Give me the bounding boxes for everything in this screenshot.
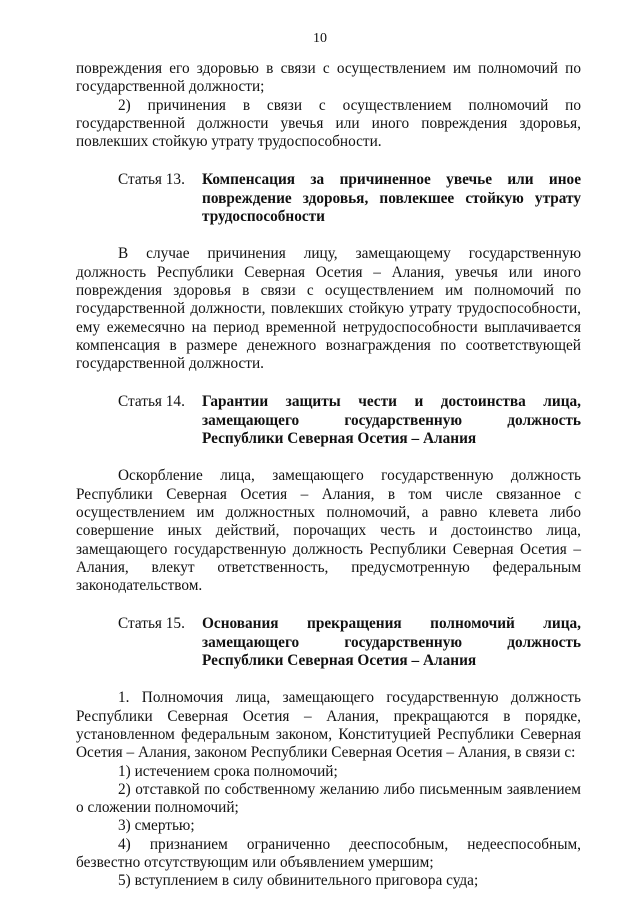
list-item: 5) вступлением в силу обвинительного приговора суда; (118, 872, 479, 890)
article-15-heading (118, 615, 581, 670)
article-14-text: Оскорбление лица, замещающего государственную должность Республики Северная Осетия – Алания, в том числе связанное с осуществлением им должностных полномочий, а равно клевета либо совершение иных действий, порочащих честь и достоинство лица, замещающего государственную должность Республики Северная Осетия – Алания, влекут ответственность, предусмотренную федеральным законодательством. (76, 467, 581, 595)
list-item: 2) отставкой по собственному желанию либо письменным заявлением о сложении полномочий; (76, 780, 581, 817)
page-number: 10 (313, 31, 327, 46)
article-15-title: Основания прекращения полномочий лица, замещающего государственную должность Республики Северная Осетия – Алания (202, 615, 581, 670)
document-body (76, 60, 581, 891)
article-13-label: Статья 13. (118, 171, 185, 189)
article-15-label: Статья 15. (118, 615, 185, 633)
article-14-heading (118, 393, 581, 448)
list-item: 3) смертью; (118, 817, 195, 835)
article-13-title: Компенсация за причиненное увечье или иное повреждение здоровья, повлекшее стойкую утрату трудоспособности (202, 171, 581, 226)
paragraph-intro-item-2: 2) причинения в связи с осуществлением полномочий по государственной должности увечья или иного повреждения здоровья, повлекших стойкую утрату трудоспособности. (76, 96, 581, 151)
article-14-label: Статья 14. (118, 393, 185, 411)
article-13-heading (118, 171, 581, 226)
article-15-text: 1. Полномочия лица, замещающего государственную должность Республики Северная Осетия – Алания, прекращаются в порядке, установленном федеральным законом, Конституцией Республики Северная Осетия – Алания, законом Республики Северная Осетия – Алания, в связи с: (76, 689, 581, 762)
article-13-text: В случае причинения лицу, замещающему государственную должность Республики Северная Осетия – Алания, увечья или иного повреждения здоровья в связи с осуществлением им полномочий по государственной должности, повлекших стойкую утрату трудоспособности, ему ежемесячно на период временной нетрудоспособности выплачивается компенсация в размере денежного вознаграждения по соответствующей государственной должности. (76, 245, 581, 373)
paragraph-intro-continued: повреждения его здоровью в связи с осуществлением им полномочий по государственной должности; (76, 60, 581, 96)
list-item: 1) истечением срока полномочий; (118, 762, 338, 780)
article-14-title: Гарантии защиты чести и достоинства лица, замещающего государственную должность Республики Северная Осетия – Алания (202, 393, 581, 448)
list-item: 4) признанием ограниченно дееспособным, недееспособным, безвестно отсутствующим или объявлением умершим; (76, 835, 581, 871)
